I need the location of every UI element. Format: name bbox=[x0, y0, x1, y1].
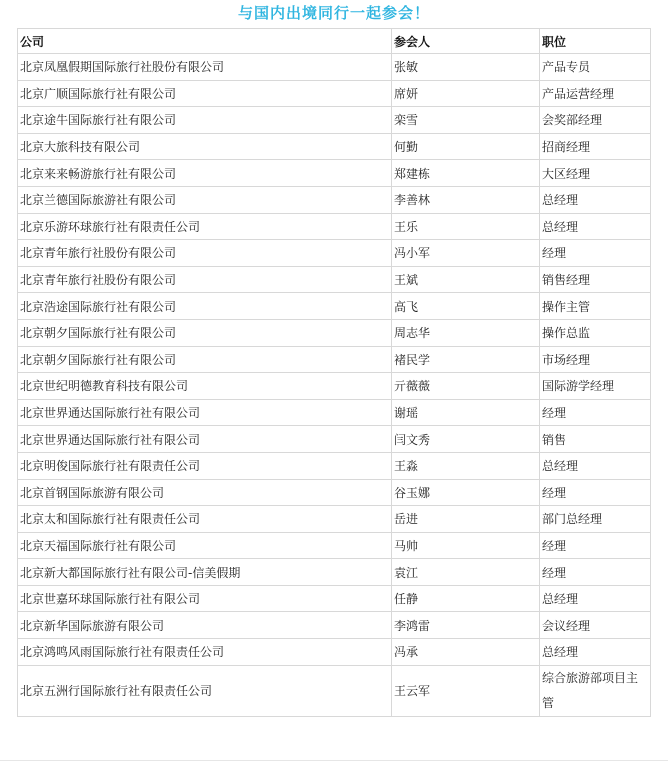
company-cell: 北京来来畅游旅行社有限公司 bbox=[18, 160, 392, 187]
position-cell: 经理 bbox=[540, 240, 651, 267]
attendee-cell: 冯承 bbox=[392, 639, 540, 666]
attendee-cell: 张敏 bbox=[392, 54, 540, 81]
table-row bbox=[18, 532, 651, 559]
position-cell: 总经理 bbox=[540, 585, 651, 612]
table-row bbox=[18, 665, 651, 716]
attendee-cell: 王斌 bbox=[392, 266, 540, 293]
position-cell: 综合旅游部项目主管 bbox=[540, 665, 651, 716]
position-cell: 总经理 bbox=[540, 639, 651, 666]
position-cell: 操作主管 bbox=[540, 293, 651, 320]
company-cell: 北京明俊国际旅行社有限责任公司 bbox=[18, 452, 392, 479]
company-cell: 北京太和国际旅行社有限责任公司 bbox=[18, 506, 392, 533]
company-cell: 北京浩途国际旅行社有限公司 bbox=[18, 293, 392, 320]
attendee-cell: 谢瑶 bbox=[392, 399, 540, 426]
company-cell: 北京世纪明德教育科技有限公司 bbox=[18, 373, 392, 400]
company-cell: 北京兰德国际旅游社有限公司 bbox=[18, 186, 392, 213]
header-attendee: 参会人 bbox=[392, 29, 540, 54]
attendee-cell: 袁江 bbox=[392, 559, 540, 586]
table-row bbox=[18, 293, 651, 320]
table-row bbox=[18, 426, 651, 453]
table-header-row bbox=[18, 29, 651, 54]
attendee-cell: 任静 bbox=[392, 585, 540, 612]
table-row bbox=[18, 399, 651, 426]
company-cell: 北京朝夕国际旅行社有限公司 bbox=[18, 346, 392, 373]
table-row bbox=[18, 585, 651, 612]
table-row bbox=[18, 373, 651, 400]
company-cell: 北京新华国际旅游有限公司 bbox=[18, 612, 392, 639]
table-row bbox=[18, 612, 651, 639]
attendee-cell: 亓薇薇 bbox=[392, 373, 540, 400]
position-cell: 会奖部经理 bbox=[540, 107, 651, 134]
position-cell: 总经理 bbox=[540, 186, 651, 213]
table-row bbox=[18, 80, 651, 107]
company-cell: 北京世界通达国际旅行社有限公司 bbox=[18, 426, 392, 453]
attendee-cell: 郑建栋 bbox=[392, 160, 540, 187]
attendee-cell: 闫文秀 bbox=[392, 426, 540, 453]
position-cell: 大区经理 bbox=[540, 160, 651, 187]
company-cell: 北京大旅科技有限公司 bbox=[18, 133, 392, 160]
company-cell: 北京凤凰假期国际旅行社股份有限公司 bbox=[18, 54, 392, 81]
position-cell: 销售 bbox=[540, 426, 651, 453]
company-cell: 北京途牛国际旅行社有限公司 bbox=[18, 107, 392, 134]
attendee-table bbox=[17, 28, 651, 717]
attendee-cell: 马帅 bbox=[392, 532, 540, 559]
position-cell: 经理 bbox=[540, 532, 651, 559]
table-row bbox=[18, 639, 651, 666]
table-row bbox=[18, 452, 651, 479]
table-row bbox=[18, 346, 651, 373]
position-cell: 产品运营经理 bbox=[540, 80, 651, 107]
company-cell: 北京鸿鸣风雨国际旅行社有限责任公司 bbox=[18, 639, 392, 666]
header-position: 职位 bbox=[540, 29, 651, 54]
attendee-cell: 王云军 bbox=[392, 665, 540, 716]
company-cell: 北京五洲行国际旅行社有限责任公司 bbox=[18, 665, 392, 716]
position-cell: 经理 bbox=[540, 399, 651, 426]
position-cell: 操作总监 bbox=[540, 319, 651, 346]
table-row bbox=[18, 107, 651, 134]
company-cell: 北京世嘉环球国际旅行社有限公司 bbox=[18, 585, 392, 612]
position-cell: 市场经理 bbox=[540, 346, 651, 373]
attendee-cell: 王乐 bbox=[392, 213, 540, 240]
company-cell: 北京朝夕国际旅行社有限公司 bbox=[18, 319, 392, 346]
table-row bbox=[18, 240, 651, 267]
company-cell: 北京广顺国际旅行社有限公司 bbox=[18, 80, 392, 107]
attendee-cell: 周志华 bbox=[392, 319, 540, 346]
attendee-cell: 何勤 bbox=[392, 133, 540, 160]
bottom-divider bbox=[0, 760, 668, 761]
table-row bbox=[18, 506, 651, 533]
position-cell: 会议经理 bbox=[540, 612, 651, 639]
attendee-cell: 李善林 bbox=[392, 186, 540, 213]
table-row bbox=[18, 160, 651, 187]
table-row bbox=[18, 54, 651, 81]
position-cell: 总经理 bbox=[540, 213, 651, 240]
page-title: 与国内出境同行一起参会！ bbox=[237, 4, 430, 22]
company-cell: 北京天福国际旅行社有限公司 bbox=[18, 532, 392, 559]
header-company: 公司 bbox=[18, 29, 392, 54]
table-row bbox=[18, 213, 651, 240]
table-row bbox=[18, 266, 651, 293]
position-cell: 经理 bbox=[540, 479, 651, 506]
table-row bbox=[18, 133, 651, 160]
position-cell: 部门总经理 bbox=[540, 506, 651, 533]
attendee-cell: 谷玉娜 bbox=[392, 479, 540, 506]
company-cell: 北京乐游环球旅行社有限责任公司 bbox=[18, 213, 392, 240]
attendee-cell: 冯小军 bbox=[392, 240, 540, 267]
attendee-cell: 高飞 bbox=[392, 293, 540, 320]
position-cell: 国际游学经理 bbox=[540, 373, 651, 400]
position-cell: 销售经理 bbox=[540, 266, 651, 293]
position-cell: 招商经理 bbox=[540, 133, 651, 160]
attendee-cell: 褚民学 bbox=[392, 346, 540, 373]
table-row bbox=[18, 559, 651, 586]
company-cell: 北京首钢国际旅游有限公司 bbox=[18, 479, 392, 506]
table-row bbox=[18, 186, 651, 213]
company-cell: 北京世界通达国际旅行社有限公司 bbox=[18, 399, 392, 426]
company-cell: 北京青年旅行社股份有限公司 bbox=[18, 266, 392, 293]
position-cell: 产品专员 bbox=[540, 54, 651, 81]
position-cell: 总经理 bbox=[540, 452, 651, 479]
attendee-cell: 席妍 bbox=[392, 80, 540, 107]
attendee-cell: 栾雪 bbox=[392, 107, 540, 134]
table-row bbox=[18, 479, 651, 506]
attendee-cell: 岳进 bbox=[392, 506, 540, 533]
attendee-cell: 李鸿雷 bbox=[392, 612, 540, 639]
attendee-cell: 王淼 bbox=[392, 452, 540, 479]
table-row bbox=[18, 319, 651, 346]
company-cell: 北京新大都国际旅行社有限公司-信美假期 bbox=[18, 559, 392, 586]
position-cell: 经理 bbox=[540, 559, 651, 586]
company-cell: 北京青年旅行社股份有限公司 bbox=[18, 240, 392, 267]
